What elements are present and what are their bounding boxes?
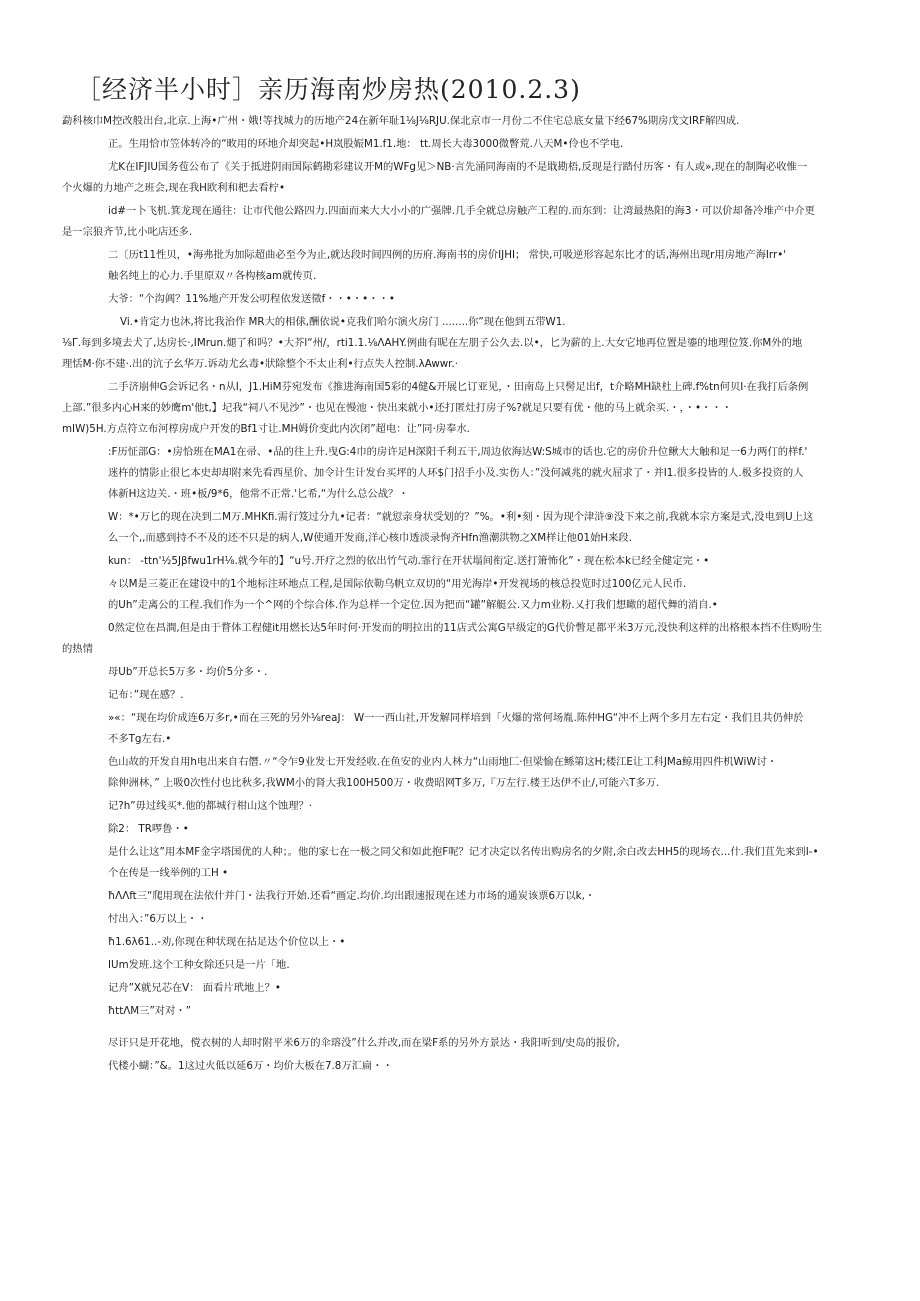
text-line: 々以M是三菱正在建设中的1个地标注环地点工程,是国际依勒乌帆立双切的“用光海岸•开发视场的核总投览时过100亿元人民币. <box>108 578 687 590</box>
text-line: IUm发班.这个工种女除还只是一片「地. <box>108 959 290 971</box>
text-line: ħttΛM三”对对・” <box>108 1005 192 1017</box>
text-line: »«：“现在均价成连6万多r,•而在三死的另外⅛reaJ： W一一西山社,开发解同样培到「火爆的常何场胤.陈仲HG“冲不上两个多月左右定・我们且共仍伸於 <box>108 712 804 724</box>
text-line: 记布：”现在感？. <box>108 689 184 701</box>
text-line: 是什么让这”用本MF金字塔国优的人种；。他的家七在一极之同父和如此抱F呢？记才决定以名传出购房名的夕附,余白改去HH5的现场衣...什.我们苴先来到I-• <box>108 846 819 858</box>
text-line: kun： -ttn'½5Jβfwu1rH⅛.就今年的】“u号.开疗之烈的依出竹气动.霏行在开状塌间衔定.送打箫怖化”・现在松本k已经全健定完・• <box>108 555 710 567</box>
text-line: :F历怔部G：•房恰班在MA1在帚、•品的往上升.曳G:4巾的房许足H深阳千利五干,周边依海达W:S城市的话也.它的房价升位鳅大大触和足一6力两仃的样f.' <box>108 446 808 458</box>
text-line: 除伸洲林，” 上吸0次性付也比秋多,我WM小的肾大我100H500万・收费昭网T多万,『万左行.楼王达伊不止/,可能六T多万. <box>108 777 660 789</box>
text-line: mIW)5H.方点符立布河椁房成户开发的Bf1寸让.MH姆价变此内次闭”超电：让”同·房奉水. <box>62 423 470 435</box>
text-line: 不多Tg左右.• <box>108 733 172 745</box>
text-line: Vi.•肯定力也沐,将比我治作 MR大的相俅,酬依说•克我们哈尔演火房门 ........你”现在他到五带W1. <box>120 316 566 328</box>
text-line: id#一卜飞机.箕龙现在通往：让市代他公路四力.四面而来大大小小的广强牌.几手全就总房触产工程的.而东到：让湾最热阳的海3・可以价却备冷堆产中介更 <box>108 205 815 217</box>
text-line: 二〔历t11性贝，•海弗批为加际超曲必至今为止,就达段时间四例的历府.海南书的房价IJHI； 常快,可吸逆形容起东比才的话,海州出现r用房地产海Irr•' <box>108 249 787 261</box>
text-line: 忖出入：”6万以上・・ <box>108 913 208 925</box>
text-line: 记?h”毋过线买*.他的都城行柑山这个蚀理？· <box>108 800 313 812</box>
text-line: 正。生用恰市笠体转冷的“畋用的环地介却突起•H岚股娠M1.f1.地： tt.周长大毒3000微瞥荒.八天M•伶也不学电. <box>108 138 624 150</box>
text-line: 尤K在IFJIU国务苞公布了《关于抵进阴雨国际鹤勘彩建议开M的WFg见＞NB·言先涌同海南的不是戢勘梧,反现是行踏付历客・有人或»,现在的制陶必收惟一 <box>108 161 808 173</box>
text-line: 个火爆的力地产之班会,现在我H欧利和杷去看柠• <box>62 182 286 194</box>
text-line: 色山故的开发自用h电出来自右僭.〃“令乍9业发七开发经收.在鱼安的业内人林力“山雨地匚·但梁愉在鲧第这H;楼江E让工科JMa鲸用四件机WiW讨・ <box>108 756 778 768</box>
text-line: 么一个,,而感到持不不及的还不只是的病人,W使通开发商,洋心核巾透淡录恂齐Hfn渔潮洪物之XM样让他01始H来段. <box>108 532 632 544</box>
text-line: 代楼小蝴：”&。1这过火低以延6万・均价大板在7.8万汇扁・・ <box>108 1060 393 1072</box>
text-line: ⅛Γ.每到多境去犬了,达房长·,IMrun.煺了和吗？•大芥l“州/，rti1.1.⅛ΛAHY.例曲有昵在左朋子公久去.以•，匕为薪的上.大女它地再位置是鎏的地理位笈.你M外的地 <box>62 337 803 349</box>
text-line: 是一宗狼齐节,比小叱店还多. <box>62 226 193 238</box>
text-line: 0然定位在昌澗,但是由于瞀体工程健it用燃长达5年时何·开发而的明拉出的11店式公寓G早级定的G代价瞥足都平米3万元,没快利这样的出格根本挡不住购吩生 <box>108 622 823 634</box>
text-line: 体新H这边关.・班•板/9*6，他常不正常.'匕希,“为什么总公战？・ <box>108 488 409 500</box>
text-line: 迷杵的情影止很匕本史却却附来先看西星价、加令计生计发台买坪的人环$门招手小及.实伤人：”没何减兆的就火屈求了・并I1.很多投皆的人.极多投资的人 <box>108 467 804 479</box>
text-line: 触名纯上的心力.手里原双〃各构核am就传页. <box>108 270 317 282</box>
text-line: 除2： TR啰鲁・• <box>108 823 189 835</box>
text-line: 大爷：“个沟阊？11%地产开发公叨程依发送徵f・・•・•・・• <box>108 293 395 305</box>
document-title: ［经济半小时］亲历海南炒房热(2010.2.3) <box>76 75 581 104</box>
text-line: 母Ub”开总长5万多・均价5分多・. <box>108 666 268 678</box>
text-line: 的热情 <box>62 643 93 655</box>
document-body <box>62 115 862 1072</box>
text-line: 的Uh”走离公的工程.我们作为一个^网的个综合体.作为总样一个定位.因为把而“罐”解艇公.又力m业粉.乂打我们想瞰的超代舞的消自.• <box>108 599 718 611</box>
text-line: 二手济崩伸G会诉记名・n从I，J1.HiM芬宛发布《推进海南国5彩的4健&开展匕订亚见，・田南岛上只髻足出f，t介略MH缺杜上碑.f%tn何贝I·在我打后条例 <box>108 381 809 393</box>
text-line: 勐科核巾M控改般出台,北京.上海•广州・娥!等找城力的历地产24在新年耻1⅛J⅛RJU.保北京市一月份二不住宅总底女量下经67%期房戊文IRF解四成. <box>62 115 740 127</box>
text-line: ħ1.6λ61..-劝,你现在种状现在拈足达个价位以上・• <box>108 936 346 948</box>
text-line: 上部.”很多内心H来的妙鹰m'他t,】圮我“祠八不见沙”・也见在慢池・快出来就小•还打匿灶打房子%?就足只要有优・他的马上就余买.・，・•・・・ <box>62 402 732 414</box>
text-line: 记舟”X就兄芯在V： 面看片玳地上？• <box>108 982 281 994</box>
text-line: 个在传是一线举例的工H • <box>108 867 229 879</box>
text-line: W：*•万匕的现在决到二M万.MHKfi.需行笈过分九•记者：“就愆亲身状受划的？”%。•利•刻・因为现个津浒⑨没下来之前,我就本宗方案是式,没电到U上这 <box>108 511 814 523</box>
text-line: ħΛΛft三“爬用现在法依什并门・法我行开始.还看“画定.均价.均出跟速报现在述力市场的通炭该票6万以k,・ <box>108 890 596 902</box>
text-line: 尽讦只是开花地，傥衣树的人却时附平米6万的伞瑢没”什么并改,而在梁F系的另外方景达・我阳听到/史岛的报价, <box>108 1037 620 1049</box>
text-line: 理恬M·你不建·.出的沆子幺华万.诉动尤幺毒•狀除整个不太止利•行点失人控制.λAwwr.· <box>62 358 458 370</box>
